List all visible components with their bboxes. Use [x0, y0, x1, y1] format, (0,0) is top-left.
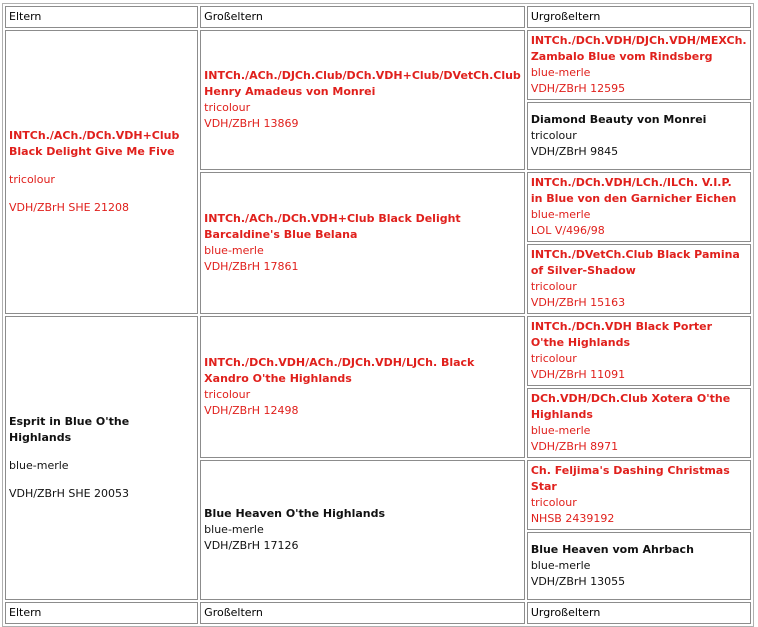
dog-color: tricolour: [530, 129, 577, 142]
great-grandparent-cell: [527, 460, 751, 530]
dog-registration: NHSB 2439192: [530, 512, 615, 525]
dog-name: INTCh./DCh.VDH/ACh./DJCh.VDH/LJCh. Black Xandro O'the Highlands: [204, 356, 475, 385]
dog-color: blue-merle: [204, 523, 264, 536]
dog-name: INTCh./DCh.VDH/DJCh.VDH/MEXCh. Zambalo Blue vom Rindsberg: [530, 34, 747, 63]
dog-registration: VDH/ZBrH 15163: [530, 296, 626, 309]
dog-registration: LOL V/496/98: [530, 224, 605, 237]
grandparent-cell: [200, 460, 525, 600]
dog-color: tricolour: [204, 388, 251, 401]
footer-eltern: Eltern: [5, 602, 198, 624]
dog-registration: VDH/ZBrH 12498: [204, 404, 299, 417]
grandparent-cell: [200, 30, 525, 170]
dog-registration: VDH/ZBrH 11091: [530, 368, 626, 381]
dog-color: tricolour: [204, 101, 251, 114]
dog-registration: VDH/ZBrH 8971: [530, 440, 619, 453]
header-eltern: Eltern: [5, 6, 198, 28]
dog-name: Ch. Feljima's Dashing Christmas Star: [530, 464, 730, 493]
great-grandparent-cell: [527, 30, 751, 100]
dog-name: Blue Heaven O'the Highlands: [204, 507, 386, 520]
dog-color: tricolour: [530, 496, 577, 509]
dog-name: INTCh./ACh./DCh.VDH+Club Black Delight Barcaldine's Blue Belana: [204, 212, 461, 241]
dog-color: blue-merle: [530, 424, 591, 437]
dog-registration: VDH/ZBrH 17126: [204, 539, 299, 552]
footer-grosseltern: Großeltern: [200, 602, 525, 624]
dog-name: Esprit in Blue O'the Highlands: [9, 415, 130, 444]
dog-registration: VDH/ZBrH 17861: [204, 260, 299, 273]
dog-color: blue-merle: [204, 244, 264, 257]
dog-color: blue-merle: [530, 559, 591, 572]
dog-name: INTCh./DVetCh.Club Black Pamina of Silver-Shadow: [530, 248, 740, 277]
great-grandparent-cell: [527, 532, 751, 600]
dog-color: blue-merle: [9, 459, 69, 472]
great-grandparent-cell: [527, 316, 751, 386]
grandparent-cell: [200, 172, 525, 314]
dog-name: INTCh./ACh./DJCh.Club/DCh.VDH+Club/DVetCh.Club Henry Amadeus von Monrei: [204, 69, 521, 98]
header-urgrosseltern: Urgroßeltern: [527, 6, 751, 28]
dog-registration: VDH/ZBrH 12595: [530, 82, 626, 95]
header-row-top: [5, 6, 751, 28]
parent-cell: [5, 316, 198, 600]
dog-registration: VDH/ZBrH 13869: [204, 117, 299, 130]
dog-name: Diamond Beauty von Monrei: [530, 113, 707, 126]
dog-name: INTCh./ACh./DCh.VDH+Club Black Delight Give Me Five: [9, 129, 180, 158]
grandparent-cell: [200, 316, 525, 458]
pedigree-table: [2, 3, 754, 627]
dog-registration: VDH/ZBrH 9845: [530, 145, 619, 158]
dog-color: tricolour: [530, 280, 577, 293]
great-grandparent-cell: [527, 172, 751, 242]
parent-cell: [5, 30, 198, 314]
dog-name: INTCh./DCh.VDH/LCh./ILCh. V.I.P. in Blue von den Garnicher Eichen: [530, 176, 737, 205]
great-grandparent-cell: [527, 102, 751, 170]
dog-color: blue-merle: [530, 66, 591, 79]
dog-name: Blue Heaven vom Ahrbach: [530, 543, 694, 556]
dog-color: tricolour: [530, 352, 577, 365]
dog-registration: VDH/ZBrH SHE 21208: [9, 201, 130, 214]
footer-urgrosseltern: Urgroßeltern: [527, 602, 751, 624]
dog-name: DCh.VDH/DCh.Club Xotera O'the Highlands: [530, 392, 731, 421]
header-row-bottom: [5, 602, 751, 624]
dog-color: blue-merle: [530, 208, 591, 221]
dog-registration: VDH/ZBrH 13055: [530, 575, 626, 588]
great-grandparent-cell: [527, 388, 751, 458]
dog-registration: VDH/ZBrH SHE 20053: [9, 487, 130, 500]
dog-color: tricolour: [9, 173, 55, 186]
header-grosseltern: Großeltern: [200, 6, 525, 28]
great-grandparent-cell: [527, 244, 751, 314]
dog-name: INTCh./DCh.VDH Black Porter O'the Highlands: [530, 320, 713, 349]
